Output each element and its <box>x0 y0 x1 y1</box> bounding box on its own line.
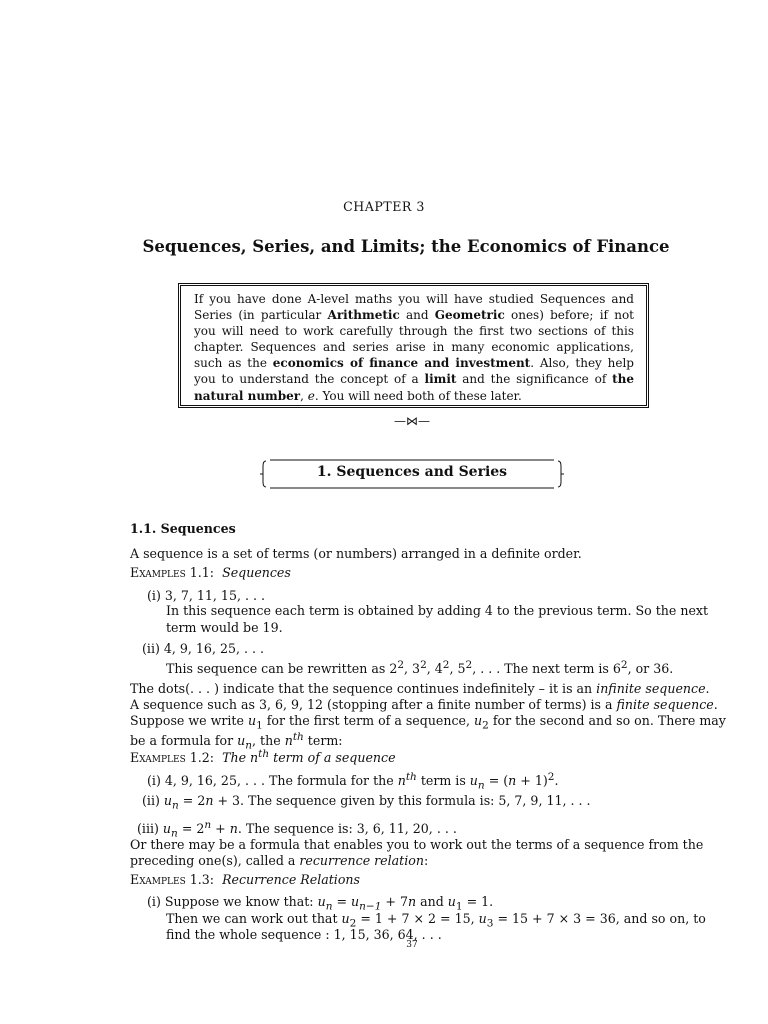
example-1-1-i-line2: term would be 19. <box>166 620 283 635</box>
example-1-2-i: (i) 4, 9, 16, 25, . . . The formula for the $n^{th}$ term is $u_n = (n + 1)^2$. <box>147 771 559 792</box>
example-1-1-ii-line: This sequence can be rewritten as $2^2$, $3^2$, $4^2$, $5^2$, . . . The next term is $6^2$, or 36. <box>166 659 674 677</box>
example-1-3-i-line2: Then we can work out that $u_2 = 1 + 7 \times 2 = 15$, $u_3 = 15 + 7 \times 3 = 36$, and so on, to <box>166 911 706 930</box>
example-1-1-i: (i) 3, 7, 11, 15, . . . <box>147 588 265 603</box>
example-1-3-i-line3: find the whole sequence : 1, 15, 36, 64, . . . <box>166 927 442 942</box>
examples-1-2-heading: Examples 1.2: The $n^{th}$ term of a sequence <box>130 748 396 766</box>
intro-text: If you have done A-level maths you will have studied Sequences and Series (in particular Arithmetic and Geometric ones) before; if not you will need to work carefully through the first two sections of this chapter. Sequences and series arise in many economic applications, such as the economics of finance and investment. Also, they help you to understand the concept of a limit and the significance of the natural number, e. You will need both of these later. <box>194 292 634 403</box>
example-1-1-i-line1: In this sequence each term is obtained by adding 4 to the previous term. So the next <box>166 603 709 618</box>
para-formula: be a formula for $u_n$, the $n^{th}$ term: <box>130 731 343 752</box>
para-suppose: Suppose we write $u_1$ for the first term of a sequence, $u_2$ for the second and so on. There may <box>130 713 726 732</box>
intro-box <box>178 283 649 408</box>
page-number: 37 <box>406 940 418 950</box>
example-1-2-ii: (ii) $u_n = 2n + 3$. The sequence given by this formula is: 5, 7, 9, 11, . . . <box>142 793 591 812</box>
para-recurrence-1: Or there may be a formula that enables you to work out the terms of a sequence from the <box>130 837 704 852</box>
example-1-1-ii: (ii) 4, 9, 16, 25, . . . <box>142 641 265 656</box>
para-finite: A sequence such as 3, 6, 9, 12 (stopping after a finite number of terms) is a finite sequence. <box>130 697 718 712</box>
ornament-divider: —⋈— <box>394 414 430 428</box>
section-title: 1. Sequences and Series <box>316 464 508 480</box>
para-infinite: The dots(. . . ) indicate that the sequence continues indefinitely – it is an infinite sequence. <box>130 681 710 696</box>
example-1-3-i: (i) Suppose we know that: $u_n = u_{n-1} + 7n$ and $u_1 = 1$. <box>147 894 494 913</box>
chapter-label: CHAPTER 3 <box>343 199 425 214</box>
examples-1-3-heading: Examples 1.3: Recurrence Relations <box>130 872 360 887</box>
chapter-title: Sequences, Series, and Limits; the Economics of Finance <box>142 237 670 256</box>
subsection-title: 1.1. Sequences <box>130 521 236 536</box>
para-recurrence-2: preceding one(s), called a recurrence relation: <box>130 853 429 868</box>
example-1-2-iii: (iii) $u_n = 2^n + n$. The sequence is: 3, 6, 11, 20, . . . <box>137 819 457 840</box>
examples-1-1-heading: Examples 1.1: Sequences <box>130 565 291 580</box>
intro-sentence: A sequence is a set of terms (or numbers) arranged in a definite order. <box>130 546 582 561</box>
